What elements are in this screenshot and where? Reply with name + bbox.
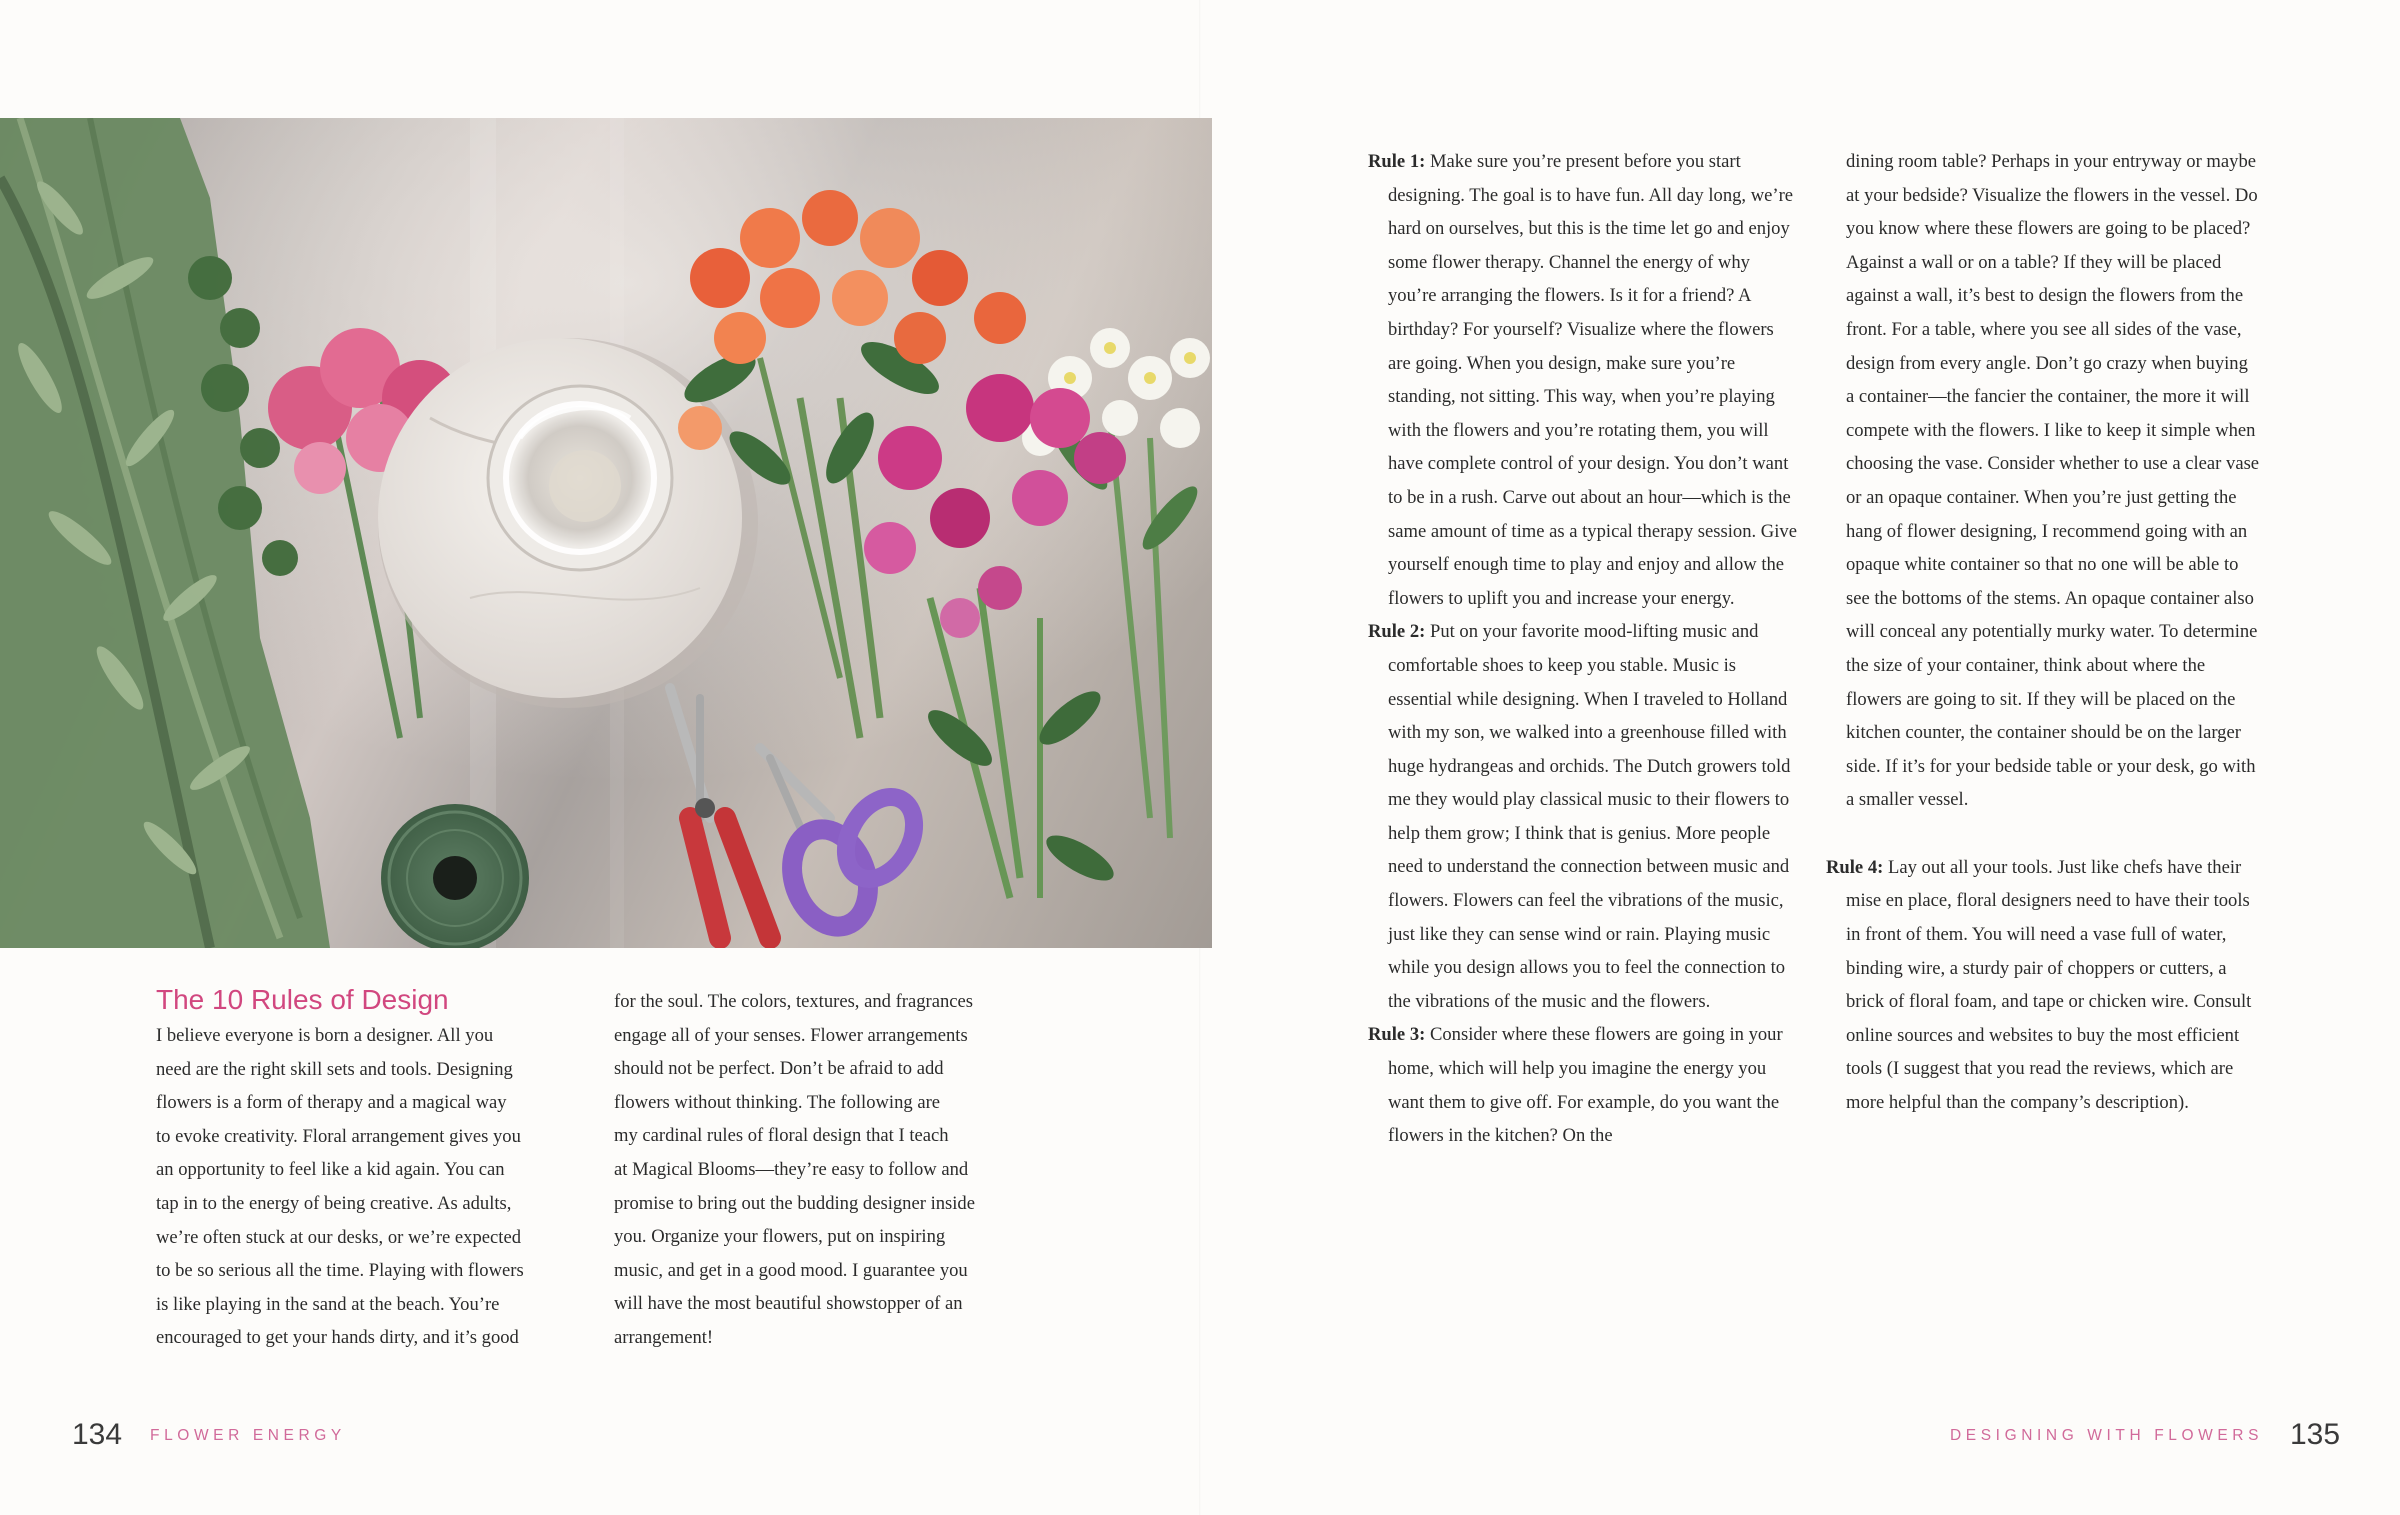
text-line: is like playing in the sand at the beach. You’re <box>156 1293 500 1315</box>
text-line: to be so serious all the time. Playing with flowers <box>156 1260 524 1282</box>
flowers-illustration <box>0 118 1212 948</box>
rule-3-label: Rule 3: <box>1368 1024 1426 1046</box>
rule-1-text: Make sure you’re present before you start designing. The goal is to have fun. All day long, we’re hard on ourselves, but this is the time let go and enjoy some flower therapy. Channel the energy of why you’re arranging the flowers. Is it for a friend? A birthday? For yourself? Visualize where the flowers are going. When you design, make sure you’re standing, not sitting. This way, when you’re playing with the flowers and you’re rotating them, you will have complete control of your design. You don’t want to be in a rush. Carve out about an hour—which is the same amount of time as a typical therapy session. Give yourself enough time to play and enjoy and allow the flowers to uplift you and increase your energy. <box>1388 151 1797 609</box>
section-heading: The 10 Rules of Design <box>156 984 449 1015</box>
text-line: tap in to the energy of being creative. As adults, <box>156 1192 512 1214</box>
text-line: need are the right skill sets and tools. Designing <box>156 1058 513 1080</box>
text-line: flowers without thinking. The following are <box>614 1091 941 1113</box>
text-line: should not be perfect. Don’t be afraid to add <box>614 1058 944 1080</box>
text-line: to evoke creativity. Floral arrangement gives you <box>156 1125 521 1147</box>
running-head-left: FLOWER ENERGY <box>150 1427 346 1444</box>
page-number-left: 134 <box>72 1418 123 1451</box>
text-line: at Magical Blooms—they’re easy to follow and <box>614 1158 969 1180</box>
running-head-right: DESIGNING WITH FLOWERS <box>1950 1427 2264 1444</box>
rule-3-continued: dining room table? Perhaps in your entryway or maybe at your bedside? Visualize the flowers in the vessel. Do you know where these flowers are going to be placed? Against a wall or on a table? If they will be placed against a wall, it’s best to design the flowers from the front. For a table, where you see all sides of the vase, design from every angle. Don’t go crazy when buying a container—the fancier the container, the more it will compete with the flowers. I like to keep it simple when choosing the vase. Consider whether to use a clear vase or an opaque container. When you’re just getting the hang of flower designing, I recommend going with an opaque white container so that no one will be able to see the bottoms of the stems. An opaque container also will conceal any potentially murky water. To determine the size of your container, think about where the flowers are going to sit. If they will be placed on the kitchen counter, the container should be on the larger side. If it’s for your bedside table or your desk, go with a smaller vessel. <box>1846 151 2260 811</box>
rule-2 <box>1368 615 1800 1018</box>
glass-bowl <box>488 386 672 570</box>
rule-4 <box>1826 851 2260 1120</box>
text-line: music, and get in a good mood. I guarantee you <box>614 1259 968 1281</box>
right-column-2 <box>1826 145 2260 1120</box>
left-column-1 <box>156 1019 596 1355</box>
rule-2-text: Put on your favorite mood-lifting music and comfortable shoes to keep you stable. Music is essential while designing. When I traveled to Holland with my son, we walked into a greenhouse filled with huge hydrangeas and orchids. The Dutch growers told me they would play classical music to their flowers to help them grow; I think that is genius. More people need to understand the connection between music and flowers. Flowers can feel the vibrations of the music, just like they can sense wind or rain. Playing music while you design allows you to feel the connection to the vibrations of the music and the flowers. <box>1388 621 1791 1012</box>
text-line: engage all of your senses. Flower arrangements <box>614 1024 968 1046</box>
text-line: you. Organize your flowers, put on inspiring <box>614 1226 946 1248</box>
text-line: arrangement! <box>614 1326 714 1348</box>
text-line: will have the most beautiful showstopper of an <box>614 1293 963 1315</box>
text-line: I believe everyone is born a designer. All you <box>156 1025 494 1046</box>
page-number-right: 135 <box>2290 1418 2341 1451</box>
text-line: we’re often stuck at our desks, or we’re expected <box>156 1226 522 1248</box>
flowers-photo <box>0 118 1212 948</box>
rule-4-text: Lay out all your tools. Just like chefs have their mise en place, floral designers need to have their tools in front of them. You will need a vase full of water, binding wire, a sturdy pair of choppers or cutters, a brick of floral foam, and tape or chicken wire. Consult online sources and websites to buy the most efficient tools (I suggest that you read the reviews, which are more helpful than the company’s description). <box>1846 856 2252 1114</box>
rule-3-text-start: Consider where these flowers are going in your home, which will help you imagine the energy you want them to give off. For example, do you want the flowers in the kitchen? On the <box>1388 1024 1783 1147</box>
text-line: an opportunity to feel like a kid again. You can <box>156 1159 505 1181</box>
left-column-2 <box>614 985 1064 1355</box>
rule-3 <box>1368 1018 1800 1152</box>
text-line: promise to bring out the budding designer inside <box>614 1192 975 1214</box>
text-line: my cardinal rules of floral design that I teach <box>614 1125 949 1147</box>
rule-2-label: Rule 2: <box>1368 621 1426 643</box>
right-column-1 <box>1368 145 1800 1153</box>
text-line: encouraged to get your hands dirty, and it’s good <box>156 1327 519 1349</box>
rule-4-label: Rule 4: <box>1826 856 1884 878</box>
rule-1-label: Rule 1: <box>1368 151 1426 172</box>
text-line: for the soul. The colors, textures, and fragrances <box>614 991 974 1012</box>
rule-1 <box>1368 145 1800 615</box>
wire-spool <box>381 804 529 948</box>
text-line: flowers is a form of therapy and a magical way <box>156 1092 507 1114</box>
